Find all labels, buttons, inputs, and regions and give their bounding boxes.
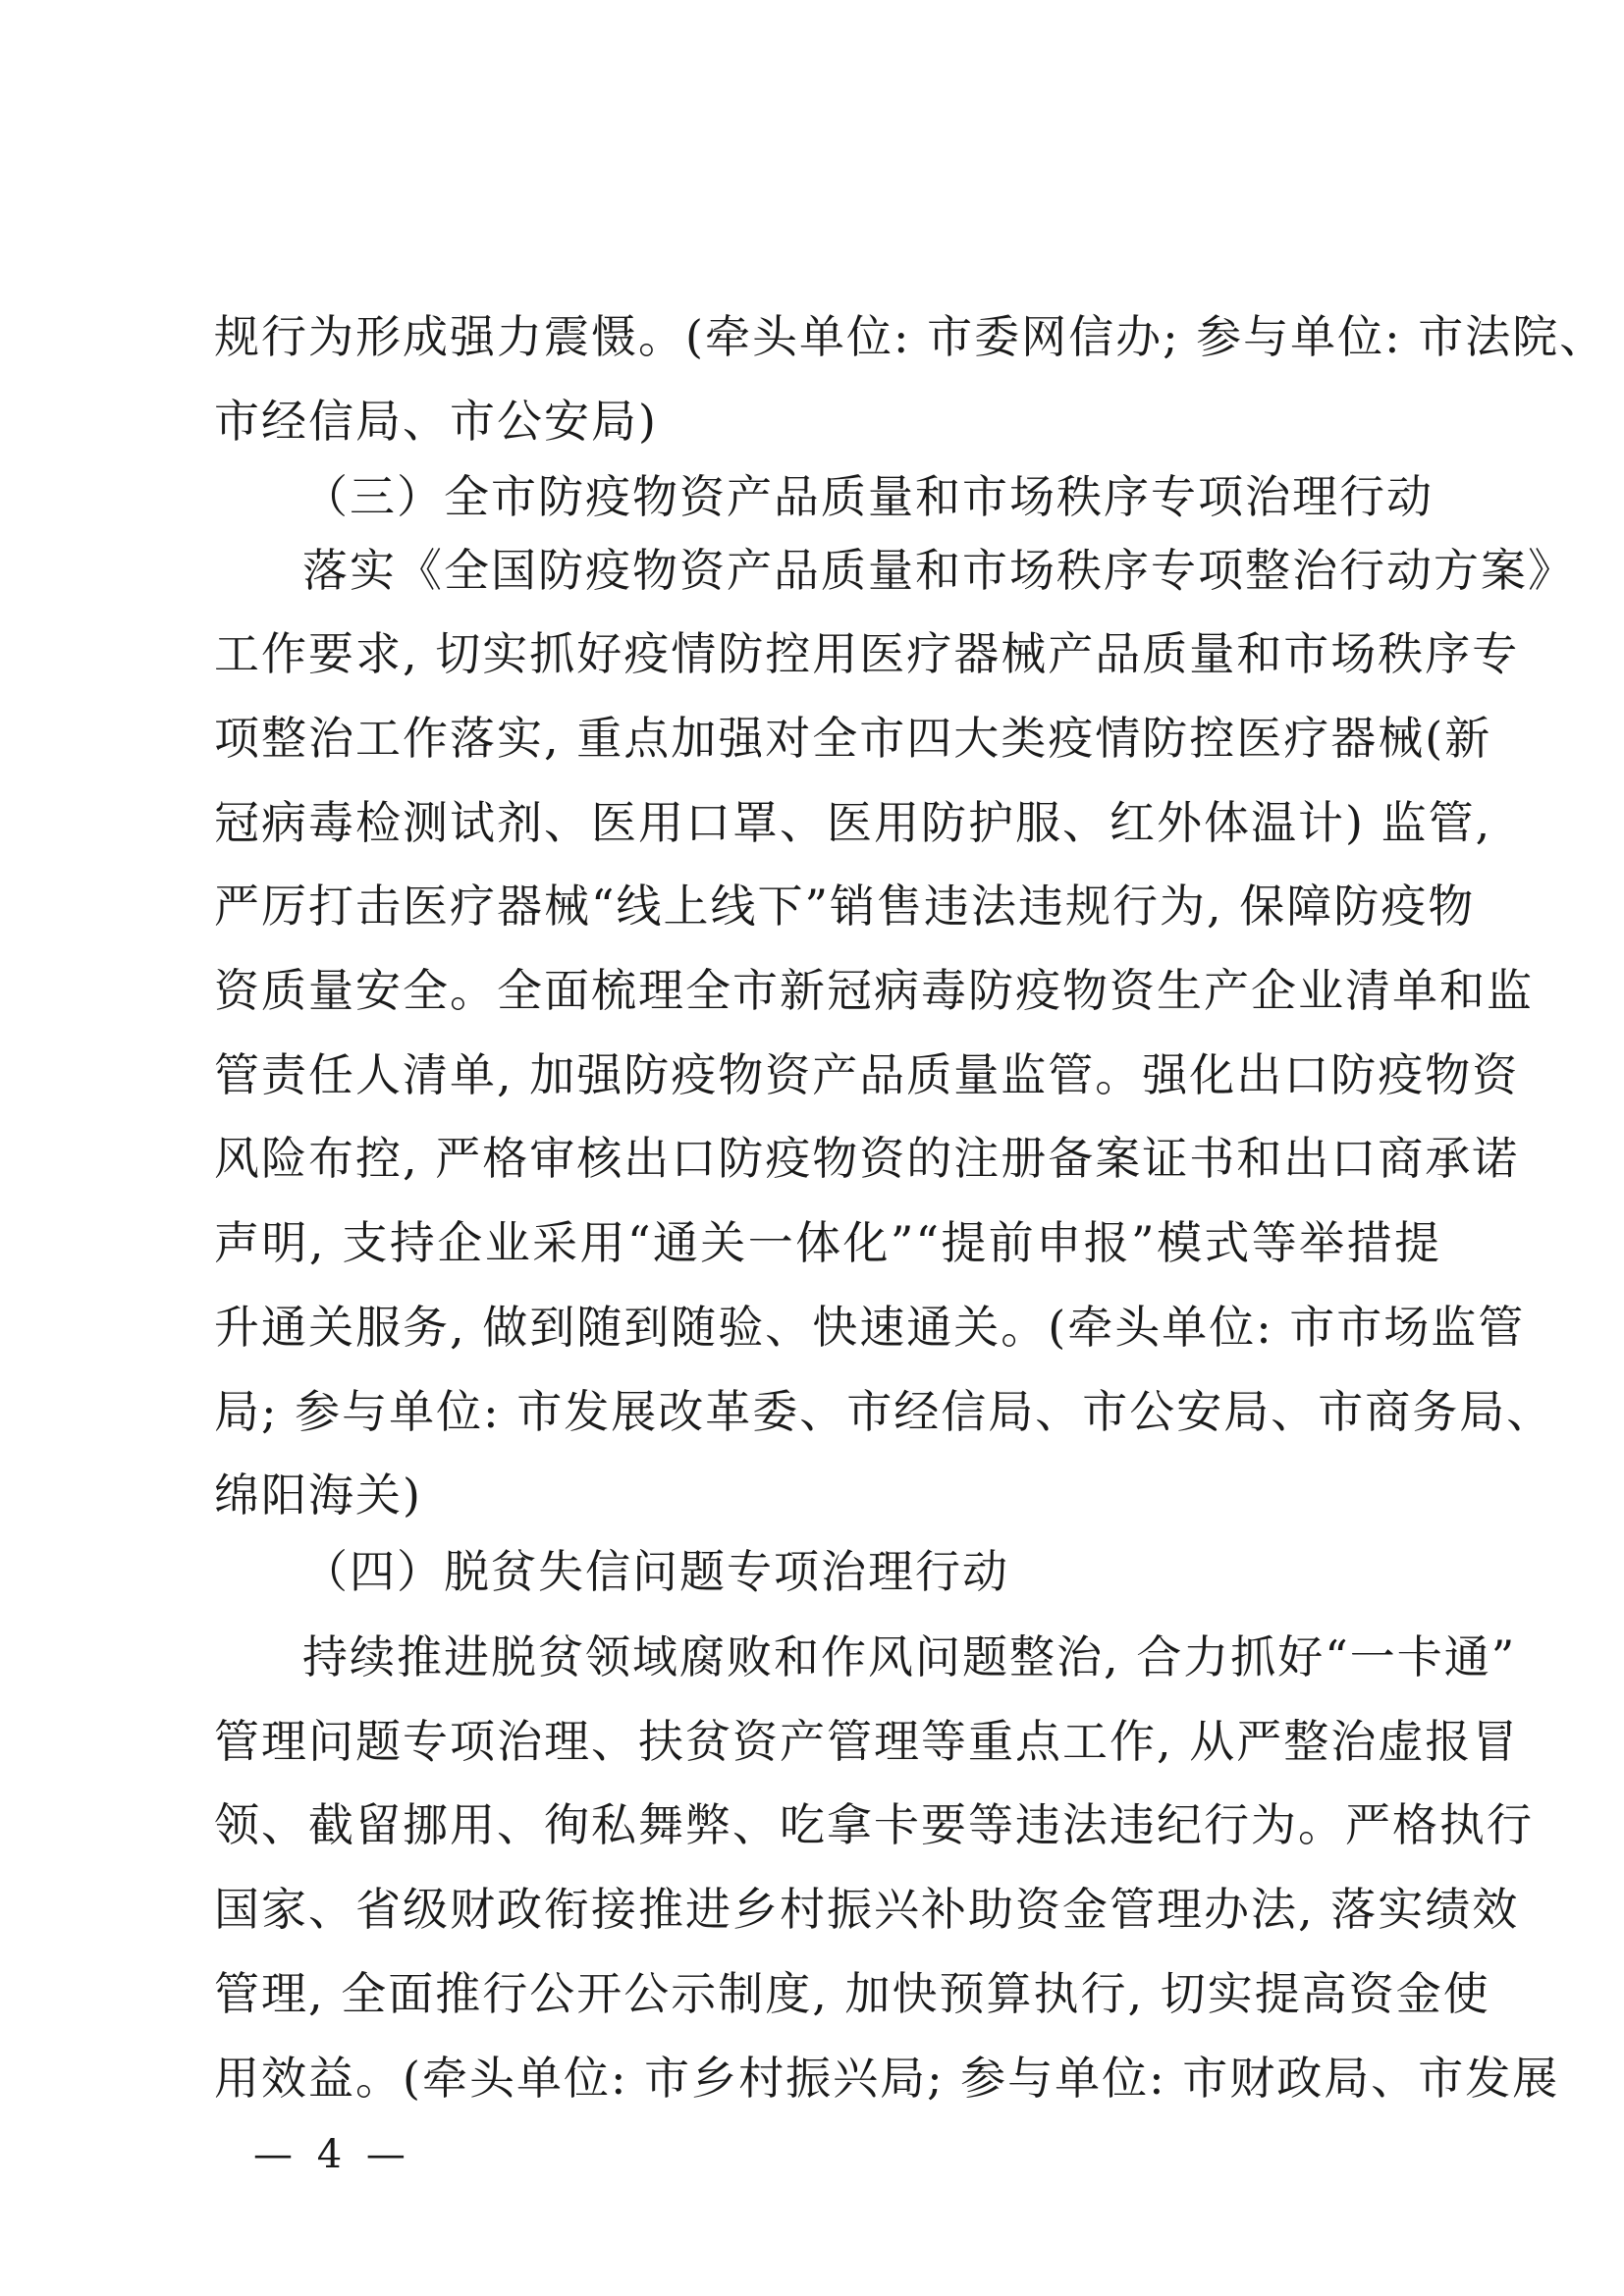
body-line: 国家、省级财政衔接推进乡村振兴补助资金管理办法, 落实绩效	[214, 1883, 1520, 1936]
body-line: 严厉打击医疗器械“线上线下”销售违法违规行为, 保障防疫物	[214, 880, 1476, 933]
body-line: 规行为形成强力震慑。(牵头单位: 市委网信办; 参与单位: 市法院、	[214, 310, 1607, 363]
body-line: 工作要求, 切实抓好疫情防控用医疗器械产品质量和市场秩序专	[214, 627, 1520, 680]
body-line: 市经信局、市公安局)	[214, 395, 658, 448]
body-line: 管责任人清单, 加强防疫物资产品质量监管。强化出口防疫物资	[214, 1048, 1520, 1101]
body-line: 项整治工作落实, 重点加强对全市四大类疫情防控医疗器械(新	[214, 712, 1492, 765]
body-line: 领、截留挪用、徇私舞弊、吃拿卡要等违法违纪行为。严格执行	[214, 1798, 1534, 1851]
body-line: 持续推进脱贫领域腐败和作风问题整治, 合力抓好“一卡通”	[302, 1630, 1517, 1683]
body-line: 管理问题专项治理、扶贫资产管理等重点工作, 从严整治虚报冒	[214, 1715, 1520, 1768]
body-line: 声明, 支持企业采用“通关一体化”“提前申报”模式等举措提	[214, 1216, 1441, 1269]
body-line: 冠病毒检测试剂、医用口罩、医用防护服、红外体温计) 监管,	[214, 796, 1492, 849]
body-line: 绵阳海关)	[214, 1468, 422, 1522]
body-line: 风险布控, 严格审核出口防疫物资的注册备案证书和出口商承诺	[214, 1132, 1520, 1185]
body-line: 局; 参与单位: 市发展改革委、市经信局、市公安局、市商务局、	[214, 1385, 1554, 1438]
page-number: — 4 —	[253, 2132, 411, 2177]
section-heading: （四）脱贫失信问题专项治理行动	[302, 1545, 1009, 1598]
body-line: 资质量安全。全面梳理全市新冠病毒防疫物资生产企业清单和监	[214, 964, 1534, 1017]
section-heading: （三）全市防疫物资产品质量和市场秩序专项治理行动	[302, 470, 1434, 523]
body-line: 升通关服务, 做到随到随验、快速通关。(牵头单位: 市市场监管	[214, 1301, 1526, 1354]
body-line: 用效益。(牵头单位: 市乡村振兴局; 参与单位: 市财政局、市发展	[214, 2052, 1560, 2105]
body-line: 管理, 全面推行公开公示制度, 加快预算执行, 切实提高资金使	[214, 1967, 1490, 2020]
body-line: 落实《全国防疫物资产品质量和市场秩序专项整治行动方案》	[302, 544, 1575, 597]
